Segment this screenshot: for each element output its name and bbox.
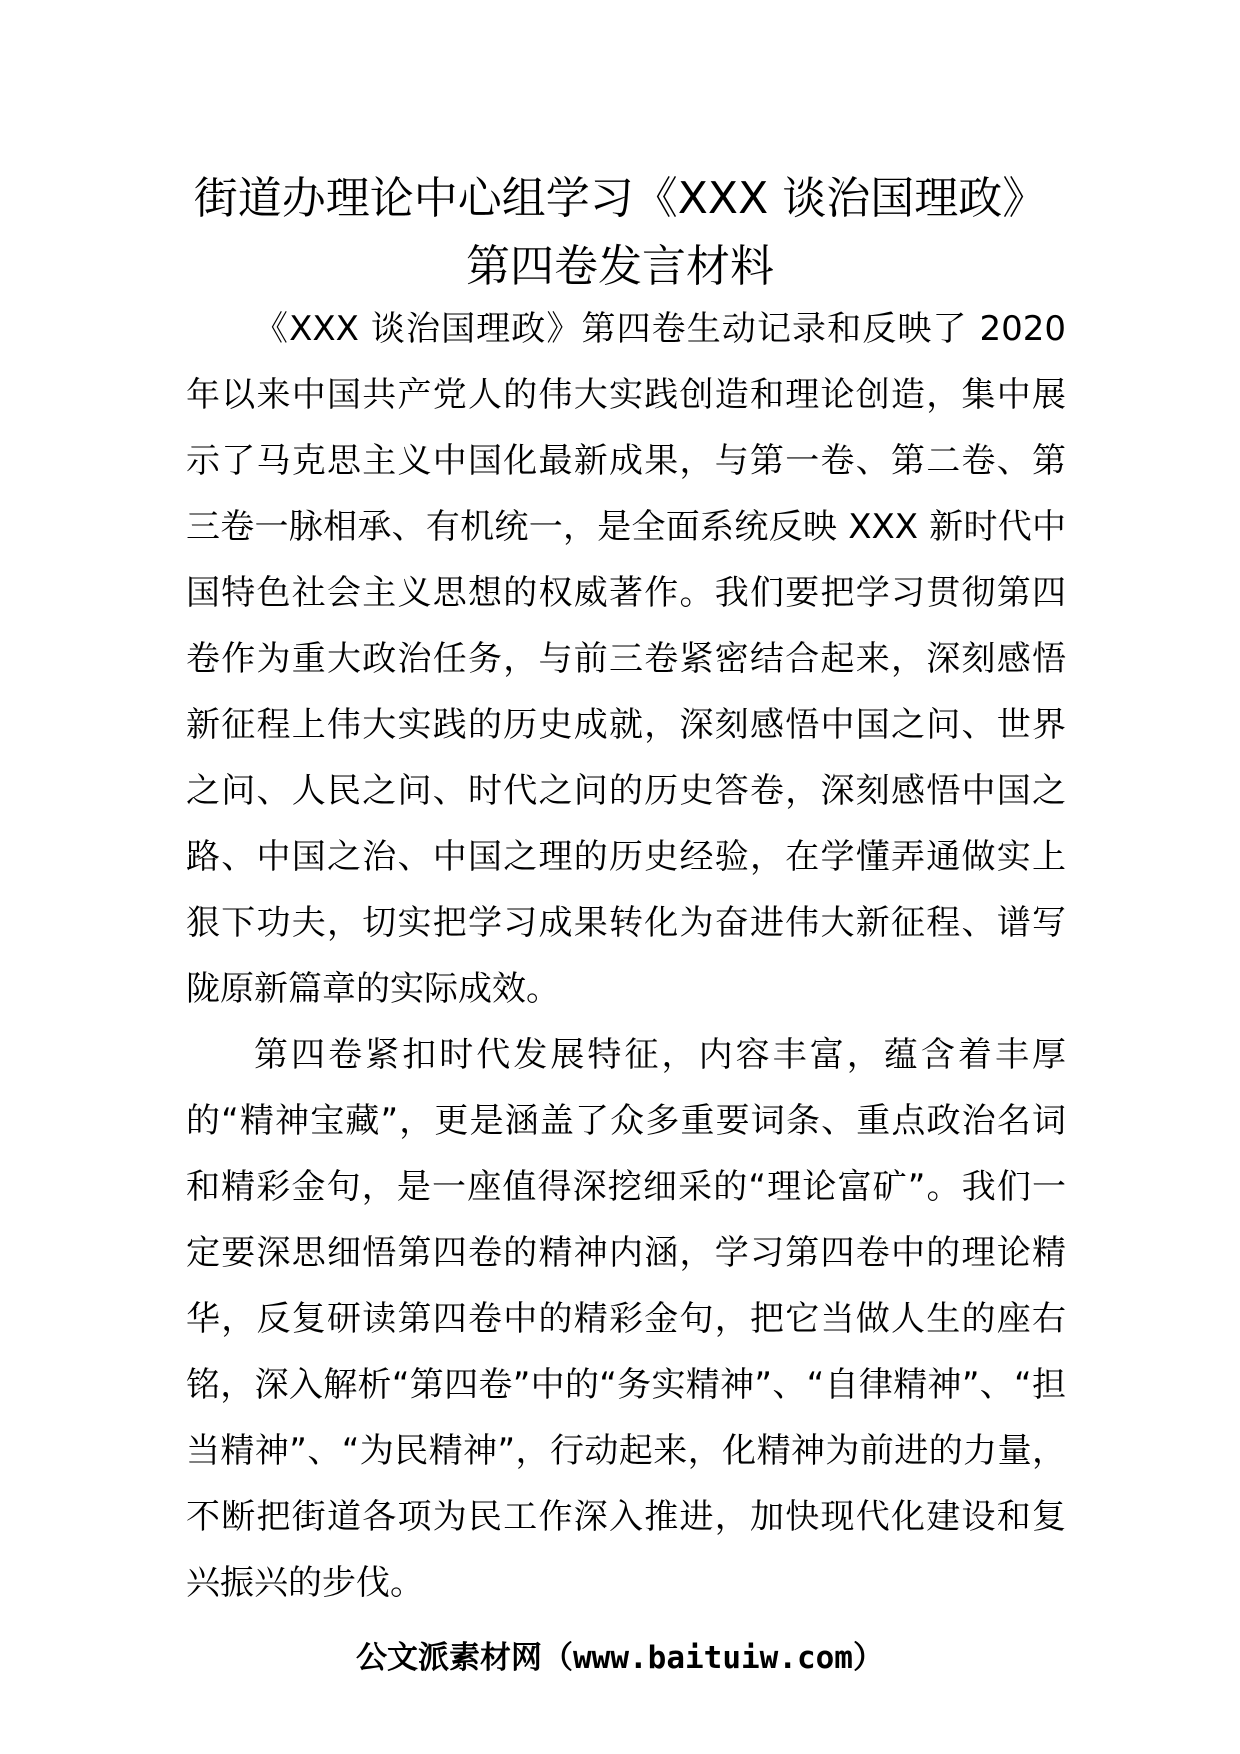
footer-source: 公文派素材网（www.baituiw.com） — [356, 1640, 884, 1676]
body-paragraph-2: 第四卷紧扣时代发展特征，内容丰富，蕴含着丰厚的“精神宝藏”，更是涵盖了众多重要词条、重点政治名词和精彩金句，是一座值得深挖细采的“理论富矿”。我们一定要深思细悟第四卷的精神内涵，学习第四卷中的理论精华，反复研读第四卷中的精彩金句，把它当做人生的座右铭，深入解析“第四卷”中的“务实精神”、“自律精神”、“担当精神”、“为民精神”，行动起来，化精神为前进的力量，不断把街道各项为民工作深入推进，加快现代化建设和复兴振兴的步伐。 — [186, 1035, 1066, 1603]
document-title-line-1: 街道办理论中心组学习《XXX 谈治国理政》 — [193, 173, 1047, 224]
document-body — [186, 296, 1066, 1616]
document-title-line-2: 第四卷发言材料 — [466, 241, 774, 292]
body-paragraph-1: 《XXX 谈治国理政》第四卷生动记录和反映了 2020 年以来中国共产党人的伟大实践创造和理论创造，集中展示了马克思主义中国化最新成果，与第一卷、第二卷、第三卷一脉相承、有机统一，是全面系统反映 XXX 新时代中国特色社会主义思想的权威著作。我们要把学习贯彻第四卷作为重大政治任务，与前三卷紧密结合起来，深刻感悟新征程上伟大实践的历史成就，深刻感悟中国之问、世界之问、人民之问、时代之问的历史答卷，深刻感悟中国之路、中国之治、中国之理的历史经验，在学懂弄通做实上狠下功夫，切实把学习成果转化为奋进伟大新征程、谱写陇原新篇章的实际成效。 — [186, 309, 1066, 1009]
